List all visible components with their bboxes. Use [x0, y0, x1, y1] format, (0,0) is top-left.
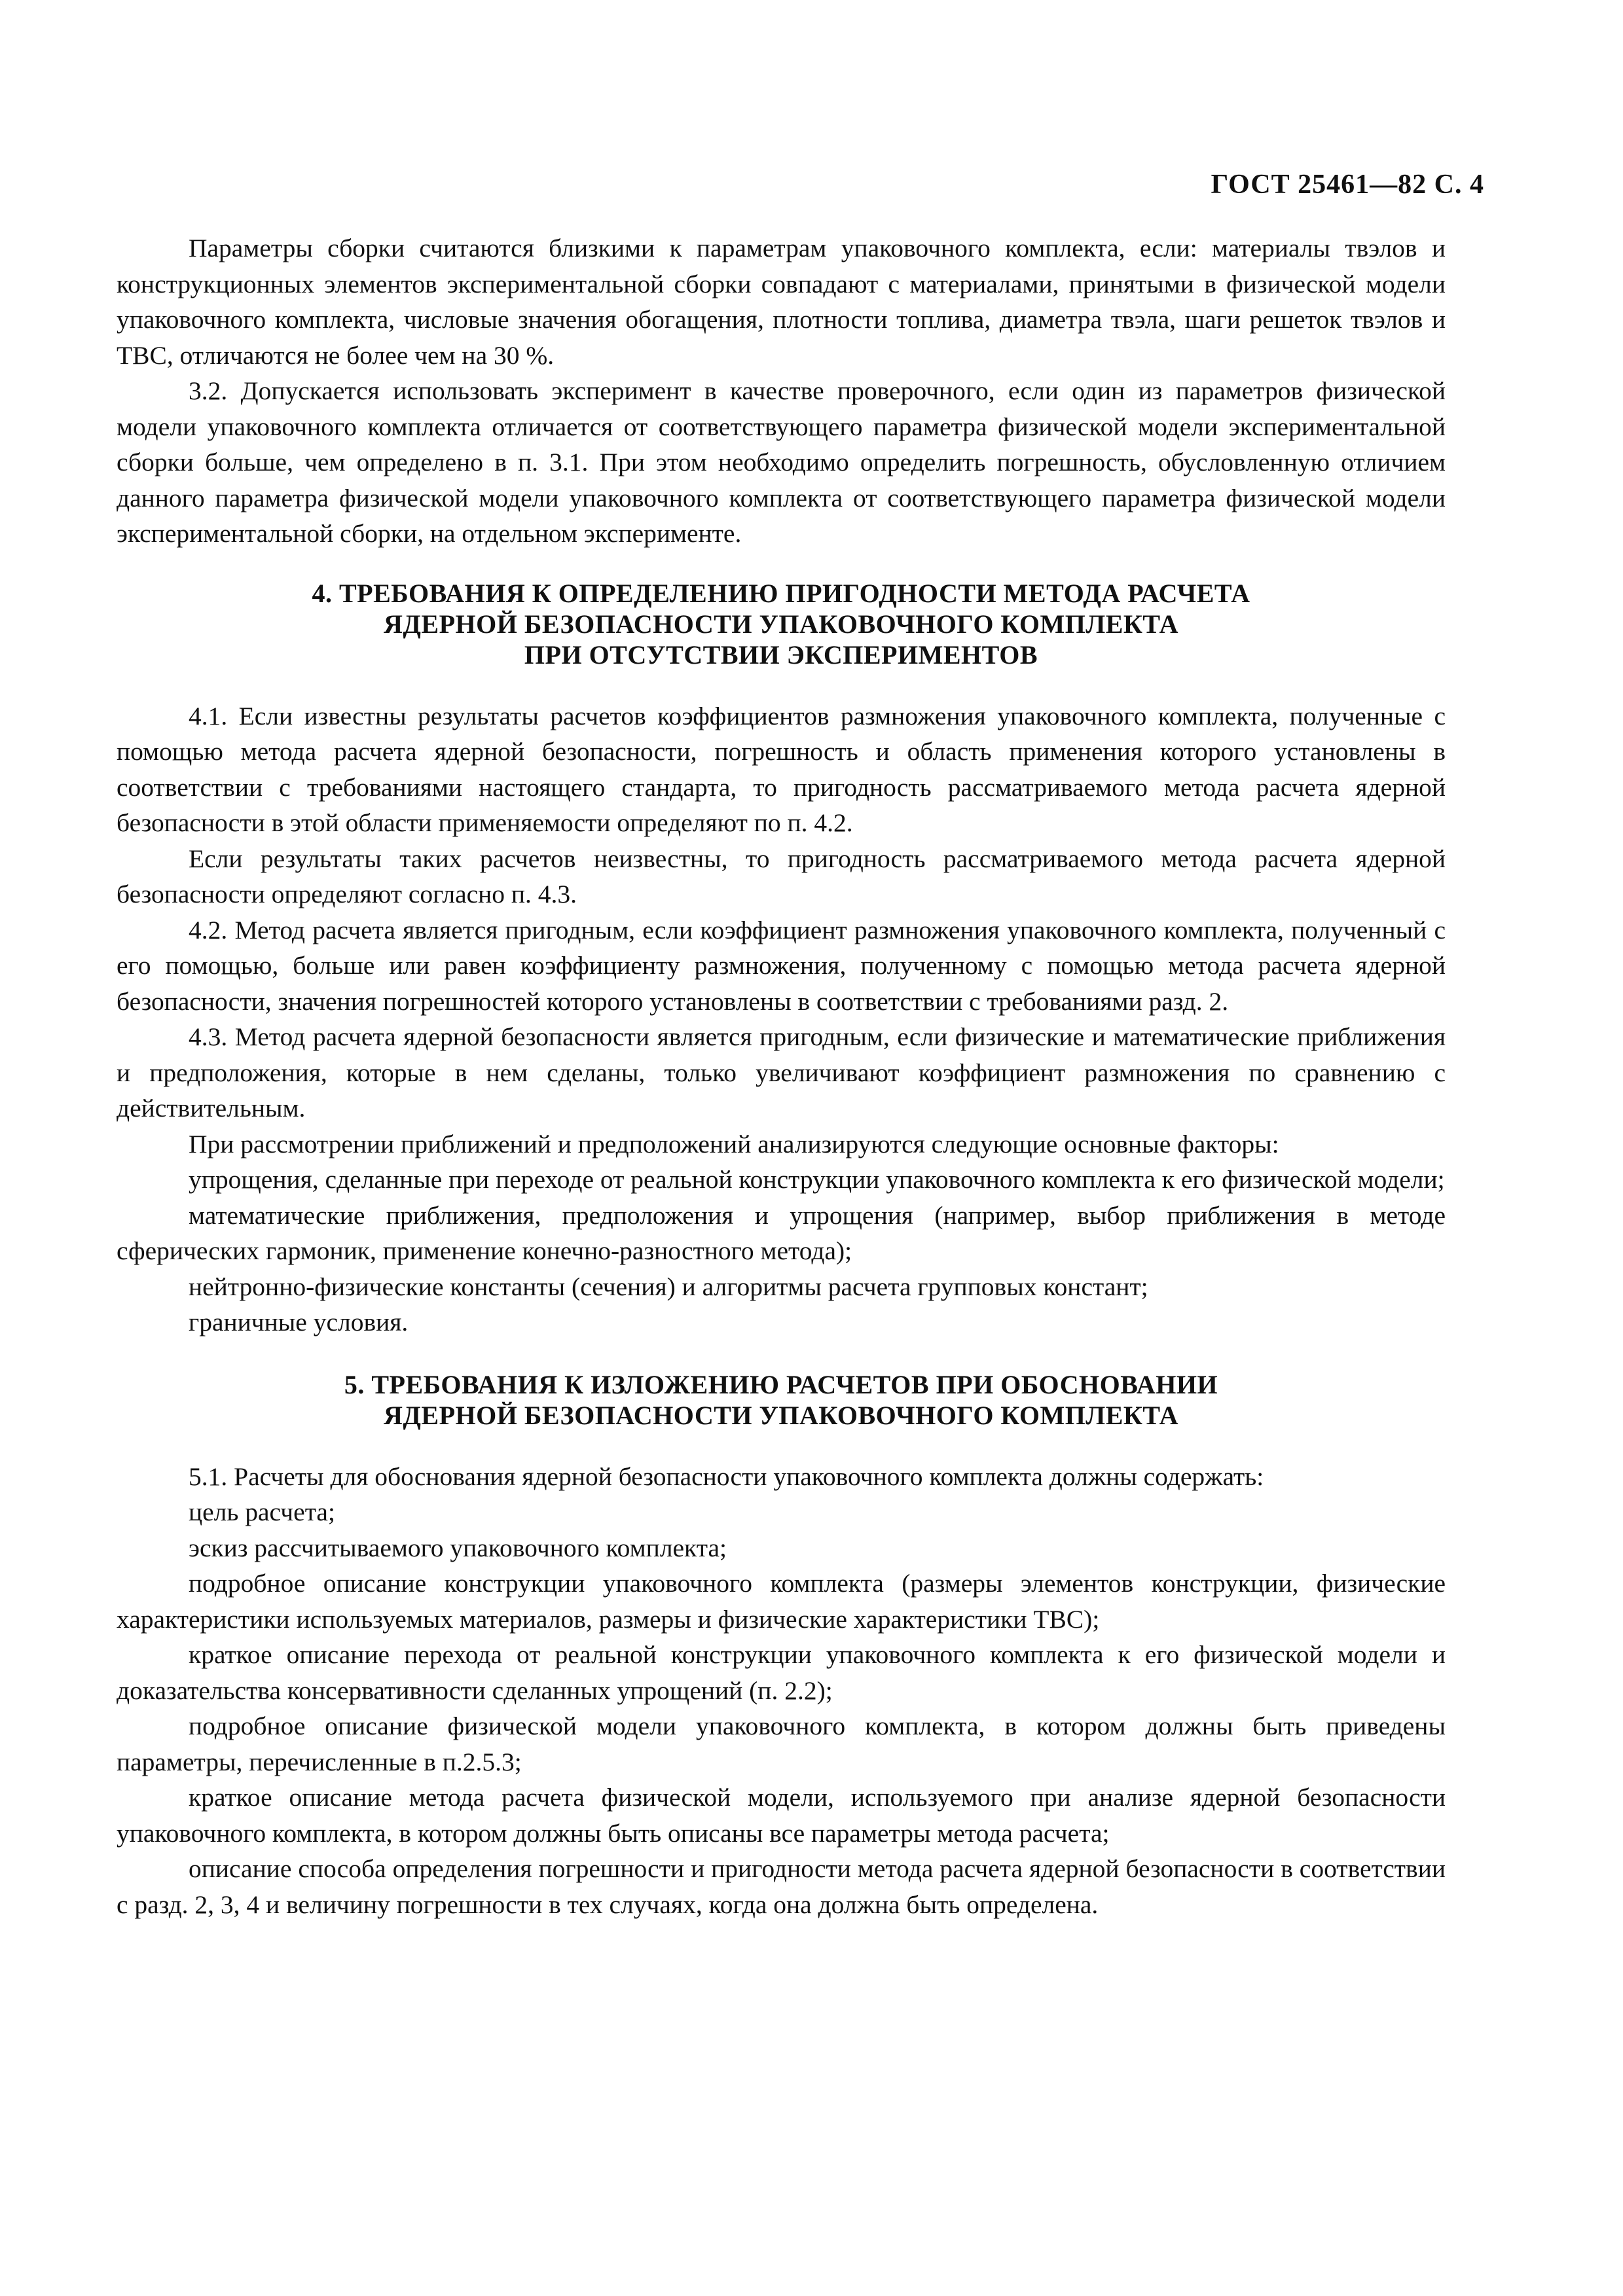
section-4-title-line: 4. ТРЕБОВАНИЯ К ОПРЕДЕЛЕНИЮ ПРИГОДНОСТИ МЕТОДА РАСЧЕТА	[312, 578, 1250, 608]
paragraph-5-1: 5.1. Расчеты для обоснования ядерной безопасности упаковочного комплекта должны содержать:	[189, 1462, 1264, 1491]
running-header: ГОСТ 25461—82 С. 4	[1211, 170, 1484, 200]
section-4-title-line: ПРИ ОТСУТСТВИИ ЭКСПЕРИМЕНТОВ	[524, 639, 1038, 670]
section-5-title-line: ЯДЕРНОЙ БЕЗОПАСНОСТИ УПАКОВОЧНОГО КОМПЛЕКТА	[384, 1400, 1178, 1430]
list-item-factor: граничные условия.	[189, 1308, 409, 1336]
section-5-title-line: 5. ТРЕБОВАНИЯ К ИЗЛОЖЕНИЮ РАСЧЕТОВ ПРИ ОБОСНОВАНИИ	[344, 1369, 1218, 1399]
list-item-content: подробное описание конструкции упаковочного комплекта (размеры элементов конструкции, физические характеристики используемых материалов, размеры и физические характеристики ТВС);	[117, 1569, 1446, 1634]
paragraph-3-2: 3.2. Допускается использовать эксперимент в качестве проверочного, если один из параметров физической модели упаковочного комплекта отличается от соответствующего параметра физической модели экспериментальной сборки больше, чем определено в п. 3.1. При этом необходимо определить погрешность, обусловленную отличием данного параметра физической модели упаковочного комплекта от соответствующего параметра физической модели экспериментальной сборки, на отдельном эксперименте.	[117, 376, 1446, 548]
paragraph-factors-intro: При рассмотрении приближений и предположений анализируются следующие основные факторы:	[189, 1129, 1279, 1158]
paragraph-4-1: 4.1. Если известны результаты расчетов коэффициентов размножения упаковочного комплекта, полученные с помощью метода расчета ядерной безопасности, погрешность и область применения которого установлены в соответствии с требованиями настоящего стандарта, то пригодность рассматриваемого метода расчета ядерной безопасности в этой области применяемости определяют по п. 4.2.	[117, 701, 1446, 837]
list-item-factor: нейтронно-физические константы (сечения) и алгоритмы расчета групповых констант;	[189, 1272, 1148, 1301]
list-item-content: краткое описание перехода от реальной конструкции упаковочного комплекта к его физической модели и доказательства консервативности сделанных упрощений (п. 2.2);	[117, 1640, 1446, 1705]
list-item-content: описание способа определения погрешности и пригодности метода расчета ядерной безопасности в соответствии с разд. 2, 3, 4 и величину погрешности в тех случаях, когда она должна быть определена.	[117, 1854, 1446, 1919]
section-4-title	[117, 578, 1446, 670]
section-5-title	[117, 1369, 1446, 1431]
list-item-content: эскиз рассчитываемого упаковочного комплекта;	[189, 1533, 727, 1562]
list-item-content: краткое описание метода расчета физической модели, используемого при анализе ядерной безопасности упаковочного комплекта, в котором должны быть описаны все параметры метода расчета;	[117, 1783, 1446, 1848]
list-item-content: цель расчета;	[189, 1498, 335, 1526]
list-item-factor: упрощения, сделанные при переходе от реальной конструкции упаковочного комплекта к его физической модели;	[189, 1165, 1445, 1194]
paragraph-4-2: 4.2. Метод расчета является пригодным, если коэффициент размножения упаковочного комплекта, полученный с его помощью, больше или равен коэффициенту размножения, полученному с помощью метода расчета ядерной безопасности, значения погрешностей которого установлены в соответствии с требованиями разд. 2.	[117, 915, 1446, 1016]
list-item-content: подробное описание физической модели упаковочного комплекта, в котором должны быть приведены параметры, перечисленные в п.2.5.3;	[117, 1712, 1446, 1776]
section-4-title-line: ЯДЕРНОЙ БЕЗОПАСНОСТИ УПАКОВОЧНОГО КОМПЛЕКТА	[384, 609, 1178, 639]
page-body	[117, 230, 1446, 1922]
paragraph-4-1-continued: Если результаты таких расчетов неизвестны, то пригодность рассматриваемого метода расчета ядерной безопасности определяют согласно п. 4.3.	[117, 844, 1446, 908]
paragraph-4-3: 4.3. Метод расчета ядерной безопасности является пригодным, если физические и математические приближения и предположения, которые в нем сделаны, только увеличивают коэффициент размножения по сравнению с действительным.	[117, 1022, 1446, 1122]
list-item-factor: математические приближения, предположения и упрощения (например, выбор приближения в методе сферических гармоник, применение конечно-разностного метода);	[117, 1200, 1446, 1265]
paragraph-assembly-parameters: Параметры сборки считаются близкими к параметрам упаковочного комплекта, если: материалы твэлов и конструкционных элементов экспериментальной сборки совпадают с материалами, принятыми в физической модели упаковочного комплекта, числовые значения обогащения, плотности топлива, диаметра твэла, шаги решеток твэлов и ТВС, отличаются не более чем на 30 %.	[117, 234, 1446, 370]
